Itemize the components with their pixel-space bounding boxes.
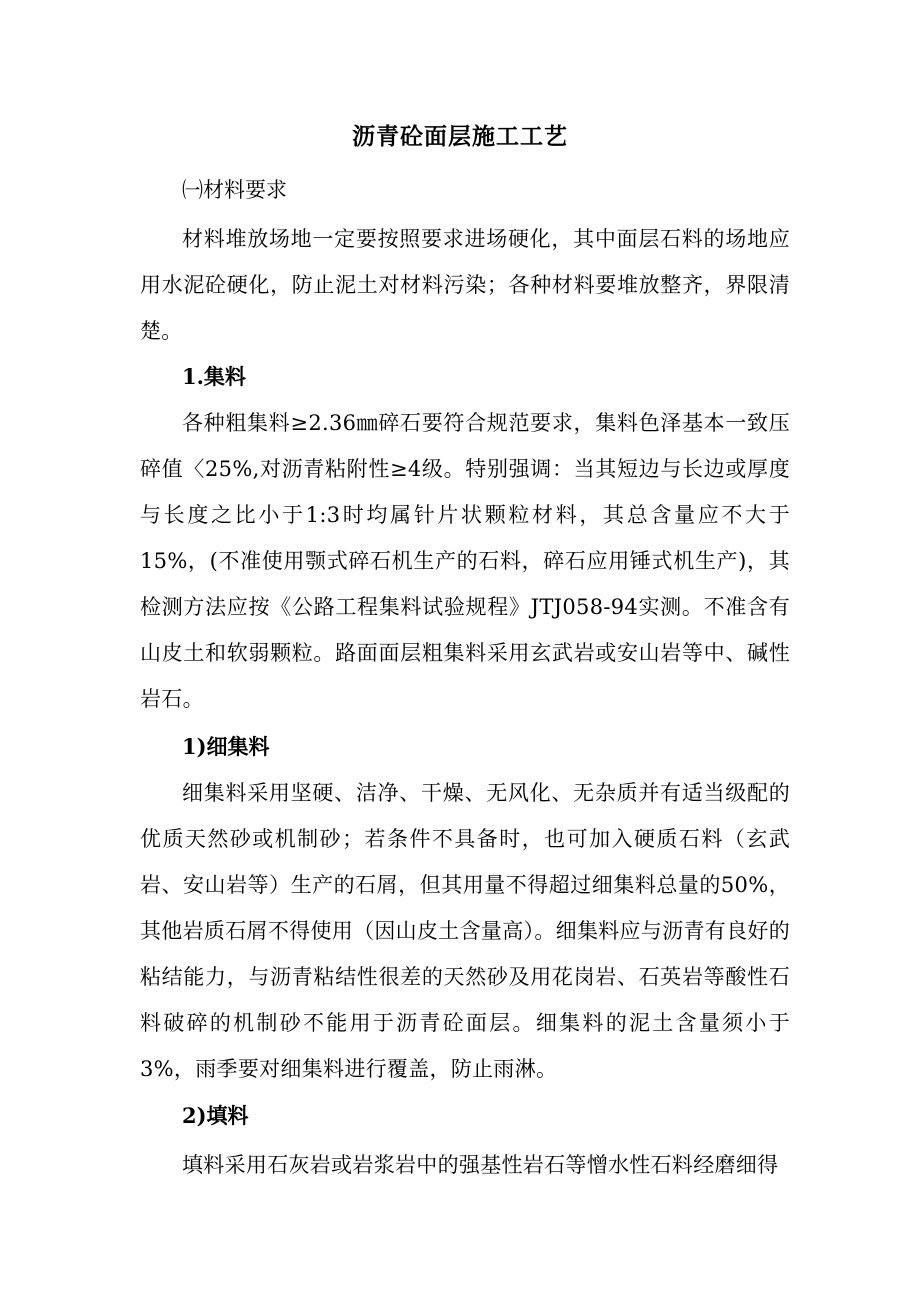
heading-fine-aggregate: 1)细集料 <box>182 734 270 759</box>
paragraph-fine-aggregate: 细集料采用坚硬、洁净、干燥、无风化、无杂质并有适当级配的优质天然砂或机制砂；若条件不具备时，也可加入硬质石料（玄武岩、安山岩等）生产的石屑，但其用量不得超过细集料总量的50%，其他岩质石屑不得使用（因山皮土含量高）。细集料应与沥青有良好的粘结能力，与沥青粘结性很差的天然砂及用花岗岩、石英岩等酸性石料破碎的机制砂不能用于沥青砼面层。细集料的泥土含量须小于3%，雨季要对细集料进行覆盖，防止雨淋。 <box>140 781 790 1081</box>
heading-filler: 2)填料 <box>182 1103 249 1128</box>
heading-aggregate: 1.集料 <box>182 364 246 389</box>
paragraph-material-storage: 材料堆放场地一定要按照要求进场硬化，其中面层石料的场地应用水泥砼硬化，防止泥土对材料污染；各种材料要堆放整齐，界限清楚。 <box>140 227 790 343</box>
section-heading-materials: ㈠材料要求 <box>182 178 287 202</box>
paragraph-filler: 填料采用石灰岩或岩浆岩中的强基性岩石等憎水性石料经磨细得 <box>182 1153 779 1177</box>
paragraph-aggregate: 各种粗集料≥2.36㎜碎石要符合规范要求，集料色泽基本一致压碎值〈25%,对沥青粘附性≥4级。特别强调：当其短边与长边或厚度与长度之比小于1:3时均属针片状颗粒材料，其总含量应不大于15%，(不准使用颚式碎石机生产的石料，碎石应用锤式机生产)，其检测方法应按《公路工程集料试验规程》JTJ058-94实测。不准含有山皮土和软弱颗粒。路面面层粗集料采用玄武岩或安山岩等中、碱性岩石。 <box>140 411 790 711</box>
document-title: 沥青砼面层施工工艺 <box>352 123 568 150</box>
